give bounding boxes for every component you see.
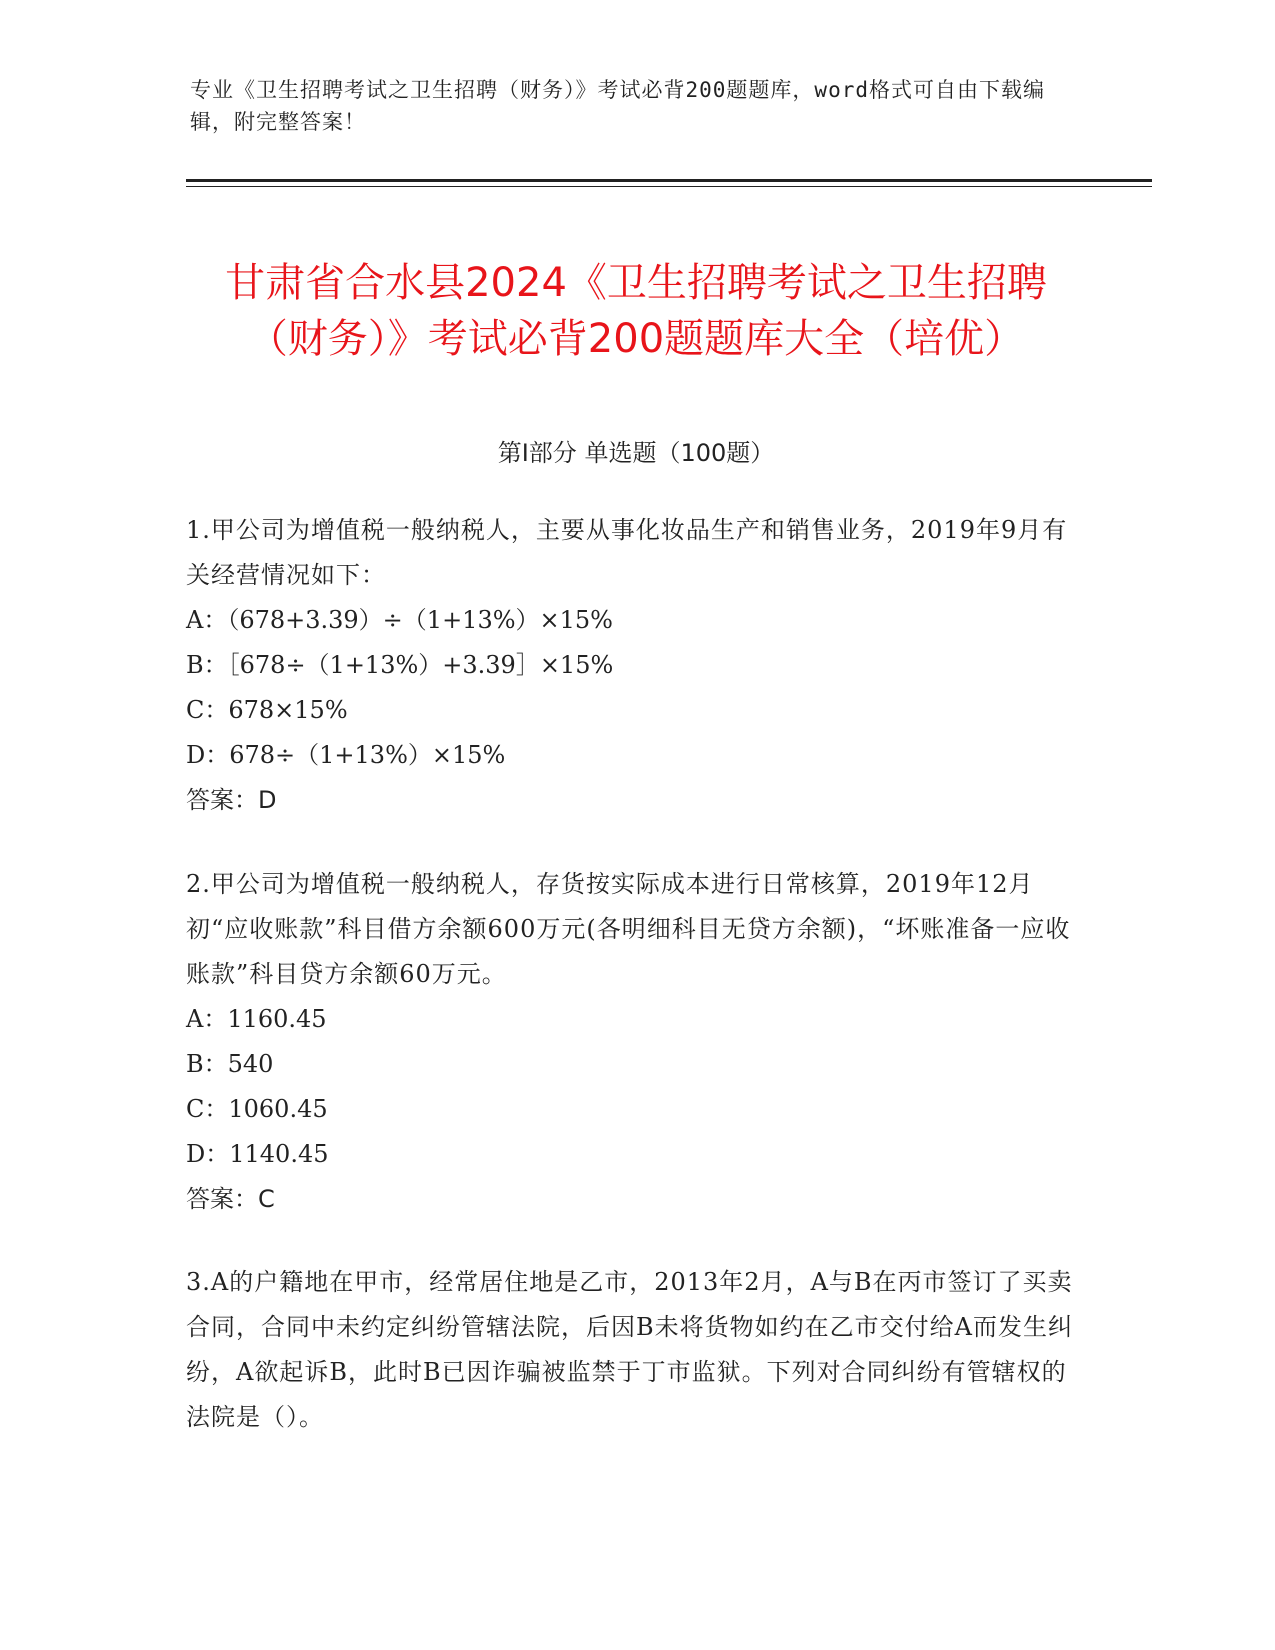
question-2-option-b: B：540 xyxy=(186,1050,274,1078)
question-2-option-c: C：1060.45 xyxy=(186,1095,328,1123)
question-1-option-c: C：678×15% xyxy=(186,696,348,724)
header-rule-thick xyxy=(186,179,1152,182)
question-2-option-a: A：1160.45 xyxy=(186,1005,327,1033)
header-rule-thin xyxy=(186,186,1152,187)
question-1-option-d: D：678÷（1+13%）×15% xyxy=(186,741,506,769)
document-title: 甘肃省合水县2024《卫生招聘考试之卫生招聘（财务）》考试必背200题题库大全（培优） xyxy=(225,259,1047,362)
question-3 xyxy=(186,1260,1086,1440)
question-1-option-b: B：［678÷（1+13%）+3.39］×15% xyxy=(186,651,614,679)
question-2-answer: 答案：C xyxy=(186,1185,275,1213)
question-1 xyxy=(186,508,1086,823)
question-2 xyxy=(186,862,1086,1222)
question-1-answer: 答案：D xyxy=(186,786,277,814)
question-1-option-a: A：（678+3.39）÷（1+13%）×15% xyxy=(186,606,613,634)
question-1-text: 1.甲公司为增值税一般纳税人，主要从事化妆品生产和销售业务，2019年9月有关经营情况如下： xyxy=(186,516,1068,589)
question-2-option-d: D：1140.45 xyxy=(186,1140,329,1168)
question-2-text: 2.甲公司为增值税一般纳税人，存货按实际成本进行日常核算，2019年12月初“应收账款”科目借方余额600万元(各明细科目无贷方余额)，“坏账准备一应收账款”科目贷方余额60万元。 xyxy=(186,870,1071,988)
section-title: 第Ⅰ部分 单选题（100题） xyxy=(497,439,775,467)
header-note: 专业《卫生招聘考试之卫生招聘（财务）》考试必背200题题库，word格式可自由下载编辑，附完整答案！ xyxy=(190,78,1045,134)
question-3-text: 3.A的户籍地在甲市，经常居住地是乙市，2013年2月，A与B在丙市签订了买卖合同，合同中未约定纠纷管辖法院，后因B未将货物如约在乙市交付给A而发生纠纷，A欲起诉B，此时B已因诈骗被监禁于丁市监狱。下列对合同纠纷有管辖权的法院是（）。 xyxy=(186,1268,1073,1431)
